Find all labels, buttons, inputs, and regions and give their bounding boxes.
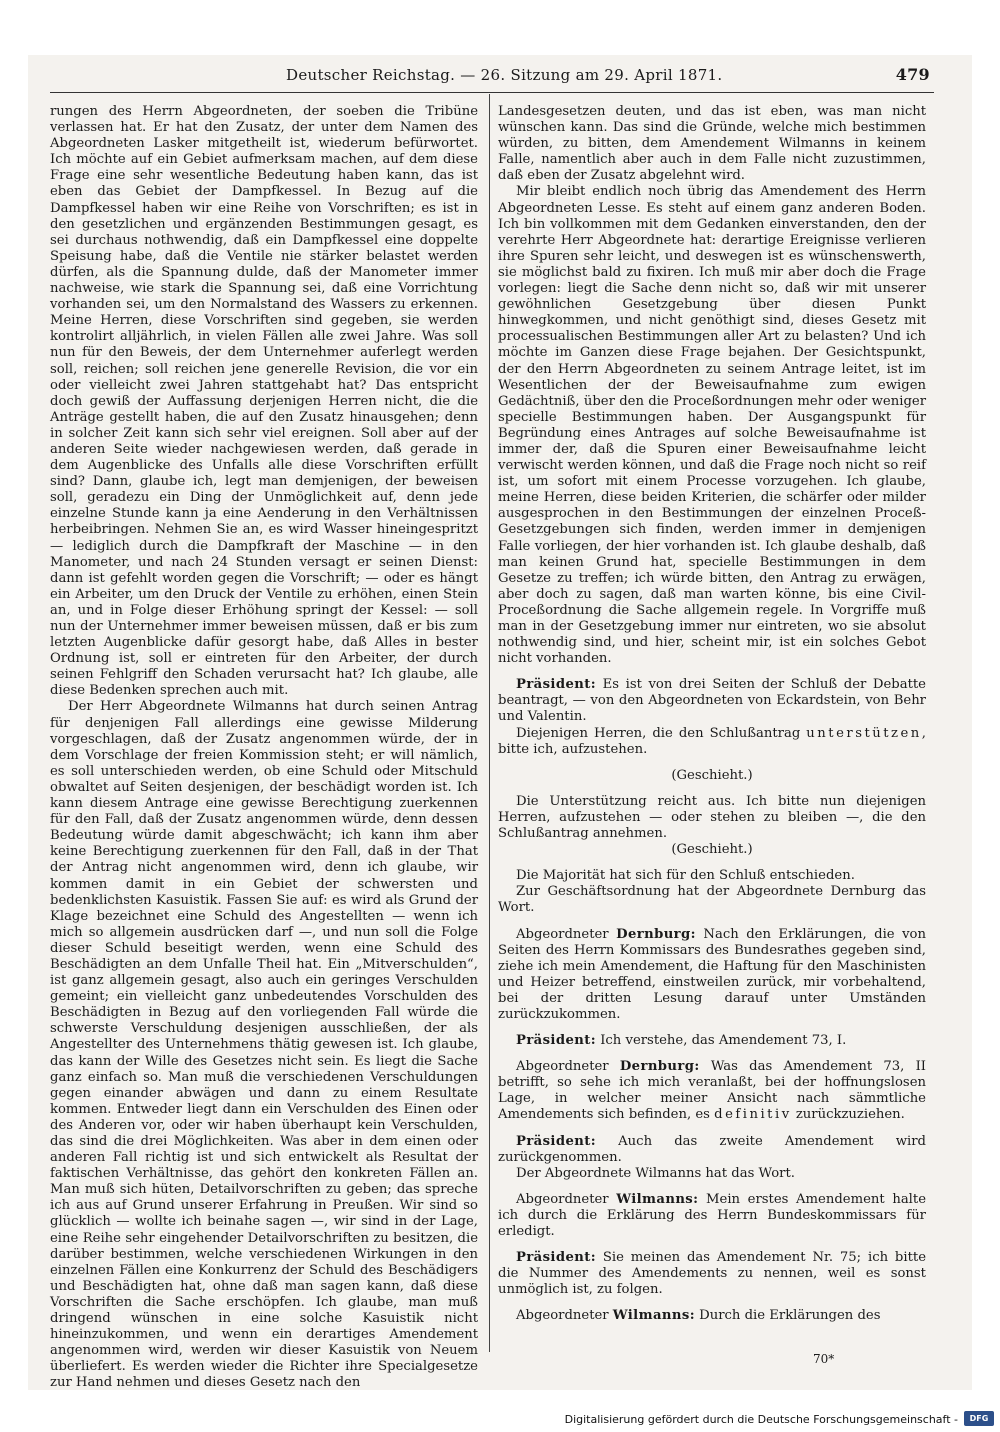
paragraph: Der Herr Abgeordnete Wilmanns hat durch seinen Antrag für denjenigen Fall allerdings eine gewisse Milderung vorgeschlagen, daß der Zusatz angenommen würde, der in dem Vorschlage der freien Kommission steht; er will nämlich, es soll unterschieden werden, ob eine Schuld oder Mitschuld obwaltet auf Seiten desjenigen, der beschädigt worden ist. Ich kann diesem Antrage eine gewisse Berechtigung zuerkennen für den Fall, daß der Zusatz angenommen würde, denn dessen Bedeutung würde damit abgeschwächt; ich kann ihm aber keine Berechtigung zuerkennen für den Fall, daß in der That der Antrag nicht angenommen wird, denn ich glaube, wir kommen damit in ein Gebiet der schwersten und bedenklichsten Kasuistik. Fassen Sie auf: es wird als Grund der Klage bezeichnet eine Schuld des Angestellten — wenn ich mich so allgemein ausdrücken darf —, und nun soll die Folge dieser Schuld beseitigt werden, wenn eine Schuld des Beschädigten an dem Unfalle Theil hat. Ein „Mitverschulden“, ist ganz allgemein gesagt, also auch ein geringes Verschulden gemeint; ein vielleicht ganz unbedeutendes Vorschulden des Beschädigten in Bezug auf den vorliegenden Fall würde die schwerste Verschuldung desjenigen ausschließen, der als Angestellter des Unternehmens thätig gewesen ist. Ich glaube, das kann der Wille des Gesetzes nicht sein. Es liegt die Sache ganz einfach so. Man muß die verschiedenen Verschuldungen gegen einander abwägen und dann zu einem Resultate kommen. Entweder liegt dann ein Verschulden des Einen oder des Anderen vor, oder wir haben überhaupt kein Verschulden, das sind die drei Möglichkeiten. Was aber in dem einen oder anderen Fall richtig ist und sich entwickelt als Resultat der faktischen Verhältnisse, das gehört den konkreten Fällen an. Man muß sich hüten, Detailvorschriften zu geben; das spreche ich aus auf Grund unserer Erfahrung in Preußen. Wir sind so glücklich — wollte ich beinahe sagen —, wir sind in der Lage, eine Reihe sehr eingehender Detailvorschriften zu besitzen, die darüber bestimmen, welche verschiedenen Wirkungen in den einzelnen Fällen eine Konkurrenz der Schuld des Beschädigers und Beschädigten hat, ohne daß man sagen kann, daß diese Vorschriften die Sache erschöpfen. Ich glaube, man muß dringend wünschen in eine solche Kasuistik nicht hineinzukommen, und wenn ein derartiges Amendement angenommen wird, werden wir dieser Kasuistik von Neuem überliefert. Es werden wieder die Richter ihre Specialgesetze zur Hand nehmen und dieses Gesetz nach den xyxy=(50,699,478,1391)
speech-dernburg: Abgeordneter Dernburg: Was das Amendement 73, II betrifft, so sehe ich mich veranlaßt, bei der hoffnungslosen Lage, in welcher meiner Ansicht nach sämmtliche Amendements sich befinden, es definitiv zurückzuziehen. xyxy=(498,1059,926,1123)
header-rule xyxy=(50,92,934,93)
speech-wilmanns: Abgeordneter Wilmanns: Mein erstes Amendement halte ich durch die Erklärung des Herrn Bundeskommissars für erledigt. xyxy=(498,1191,927,1239)
paragraph: Zur Geschäftsordnung hat der Abgeordnete Dernburg das Wort. xyxy=(498,884,926,916)
speaker-name: Dernburg: xyxy=(616,926,696,942)
paragraph: Diejenigen Herren, die den Schlußantrag unterstützen, bitte ich, aufzustehen. xyxy=(498,725,926,757)
paragraph: Landesgesetzen deuten, und das ist eben, was man nicht wünschen kann. Das sind die Gründe, welche mich bestimmen würden, zu bitten, dem Amendement Wilmanns in keinem Falle, namentlich aber auch in dem Falle nicht zuzustimmen, daß eben der Zusatz abgelehnt wird. xyxy=(498,104,926,184)
paragraph: rungen des Herrn Abgeordneten, der soeben die Tribüne verlassen hat. Er hat den Zusatz, der unter dem Namen des Abgeordneten Lasker mitgetheilt ist, wiederum befürwortet. Ich möchte auf ein Gebiet aufmerksam machen, auf dem diese Frage eine sehr wesentliche Bedeutung haben kann, das ist eben das Gebiet der Dampfkessel. In Bezug auf die Dampfkessel haben wir eine Reihe von Vorschriften; es ist in den gesetzlichen und ergänzenden Bestimmungen gesagt, es sei durchaus nothwendig, daß ein Dampfkessel eine doppelte Speisung habe, daß die Ventile nie stärker belastet werden dürfen, als die Spannung dulde, daß der Manometer immer nachweise, wie stark die Spannung sei, daß eine Vorrichtung vorhanden sei, um den Normalstand des Wassers zu erkennen. Meine Herren, diese Vorschriften sind gegeben, sie werden kontrolirt alljährlich, in vielen Fällen alle zwei Jahre. Was soll nun für den Beweis, der dem Unternehmer auferlegt werden soll, reichen; soll reichen jene generelle Revision, die vor ein oder vielleicht zwei Jahren stattgehabt hat? Das entspricht doch gewiß der Auffassung derjenigen Herren nicht, die die Anträge gestellt haben, die auf den Zusatz hinausgehen; denn in solcher Zeit kann sich sehr viel ereignen. Soll aber auf der anderen Seite wieder nachgewiesen werden, daß gerade in dem Augenblicke des Unfalls alle diese Vorschriften erfüllt sind? Dann, glaube ich, legt man demjenigen, der beweisen soll, geradezu ein Ding der Unmöglichkeit auf, denn jede einzelne Stunde kann ja eine Aenderung in den Verhältnissen herbeibringen. Nehmen Sie an, es wird Wasser hineingespritzt — lediglich durch die Dampfkraft der Maschine — in den Manometer, und nach 24 Stunden versagt er seinen Dienst: dann ist gefehlt worden gegen die Vorschrift; — oder es hängt ein Arbeiter, um den Druck der Ventile zu erhöhen, einen Stein an, und in Folge dieser Erhöhung springt der Kessel: — soll nun der Unternehmer immer beweisen müssen, daß er bis zum letzten Augenblicke dafür gesorgt habe, daß Alles in bester Ordnung ist, soll er eintreten für den Arbeiter, der durch seinen Fehlgriff den Schaden verursacht hat? Ich glaube, alle diese Bedenken sprechen auch mit. xyxy=(50,104,478,699)
paragraph: Der Abgeordnete Wilmanns hat das Wort. xyxy=(516,1165,795,1181)
speaker-name: Dernburg: xyxy=(619,1059,700,1075)
dfg-logo: DFG xyxy=(964,1411,994,1426)
column-divider xyxy=(489,94,490,1352)
speech-praesident: Präsident: Ich verstehe, das Amendement 73, I. xyxy=(516,1033,847,1049)
speech-praesident: Präsident: Sie meinen das Amendement Nr. 75; ich bitte die Nummer des Amendements zu nennen, weil es sonst unmöglich ist, zu folgen. xyxy=(498,1250,926,1298)
speaker-name: Wilmanns: xyxy=(616,1191,699,1207)
right-column xyxy=(498,104,926,1324)
speech-dernburg: Abgeordneter Dernburg: Nach den Erklärungen, die von Seiten des Herrn Kommissars des Bundesrathes gegeben sind, ziehe ich mein Amendement, die Haftung für den Maschinisten und Heizer betreffend, einstweilen zurück, mir vorbehaltend, bei der dritten Lesung darauf unter Umständen zurückzukommen. xyxy=(498,926,926,1022)
speaker-name: Präsident: xyxy=(516,1133,597,1149)
paragraph: Die Majorität hat sich für den Schluß entschieden. xyxy=(516,868,855,884)
running-title: Deutscher Reichstag. — 26. Sitzung am 29. April 1871. xyxy=(286,66,723,84)
speech-praesident: Präsident: Es ist von drei Seiten der Schluß der Debatte beantragt, — von den Abgeordneten von Eckardstein, von Behr und Valentin. xyxy=(498,677,926,725)
page-header xyxy=(50,62,934,86)
left-column xyxy=(50,104,478,1392)
speaker-name: Präsident: xyxy=(516,1033,597,1049)
speaker-name: Präsident: xyxy=(516,1250,597,1266)
stage-direction: (Geschieht.) xyxy=(671,842,753,858)
speaker-name: Wilmanns: xyxy=(612,1308,695,1324)
speech-praesident: Präsident: Auch das zweite Amendement wird zurückgenommen. xyxy=(498,1133,926,1165)
page-number: 479 xyxy=(895,65,930,84)
funding-credit: Digitalisierung gefördert durch die Deutsche Forschungsgemeinschaft - xyxy=(564,1413,958,1426)
digitization-footer xyxy=(0,1410,1000,1430)
stage-direction: (Geschieht.) xyxy=(671,767,753,783)
sheet-signature: 70* xyxy=(813,1352,835,1366)
paragraph: Die Unterstützung reicht aus. Ich bitte nun diejenigen Herren, aufzustehen — oder stehen zu bleiben —, die den Schlußantrag annehmen. xyxy=(498,793,926,842)
speaker-name: Präsident: xyxy=(516,677,597,693)
speech-wilmanns: Abgeordneter Wilmanns: Durch die Erklärungen des xyxy=(516,1308,881,1324)
paragraph: Mir bleibt endlich noch übrig das Amendement des Herrn Abgeordneten Lesse. Es steht auf einem ganz anderen Boden. Ich bin vollkommen mit dem Gedanken einverstanden, den der verehrte Herr Abgeordnete hat: derartige Ereignisse verlieren ihre Spuren sehr leicht, und deswegen ist es wünschenswerth, sie möglichst bald zu fixiren. Ich muß mir aber doch die Frage vorlegen: liegt die Sache denn nicht so, daß wir mit unserer gewöhnlichen Gesetzgebung über diesen Punkt hinwegkommen, und nicht genöthigt sind, dieses Gesetz mit processualischen Bestimmungen aller Art zu belasten? Und ich möchte im Ganzen diese Frage bejahen. Der Gesichtspunkt, der den Herrn Abgeordneten zu seinem Antrage leitet, ist im Wesentlichen der der Beweisaufnahme zum ewigen Gedächtniß, über den die Proceßordnungen mehr oder weniger specielle Bestimmungen haben. Der Ausgangspunkt für Begründung eines Antrages auf solche Beweisaufnahme ist immer der, daß die Spuren einer Beweisaufnahme leicht verwischt werden können, und daß die Frage noch nicht so reif ist, um sofort mit einem Processe vorzugehen. Ich glaube, meine Herren, diese beiden Kriterien, die schärfer oder milder ausgesprochen in den Bestimmungen der einzelnen Proceß-Gesetzgebungen sich finden, werden immer in demjenigen Falle vorliegen, der hier vorhanden ist. Ich glaube deshalb, daß man keinen Grund hat, specielle Bestimmungen in dem Gesetze zu treffen; ich würde bitten, den Antrag zu erwägen, aber doch zu sagen, daß man warten könne, bis eine Civil-Proceßordnung die Sache allgemein regele. In Vorgriffe muß man in der Gesetzgebung immer nur eintreten, wo sie absolut nothwendig sind, und hier, scheint mir, ist ein solches Gebot nicht vorhanden. xyxy=(498,184,926,667)
